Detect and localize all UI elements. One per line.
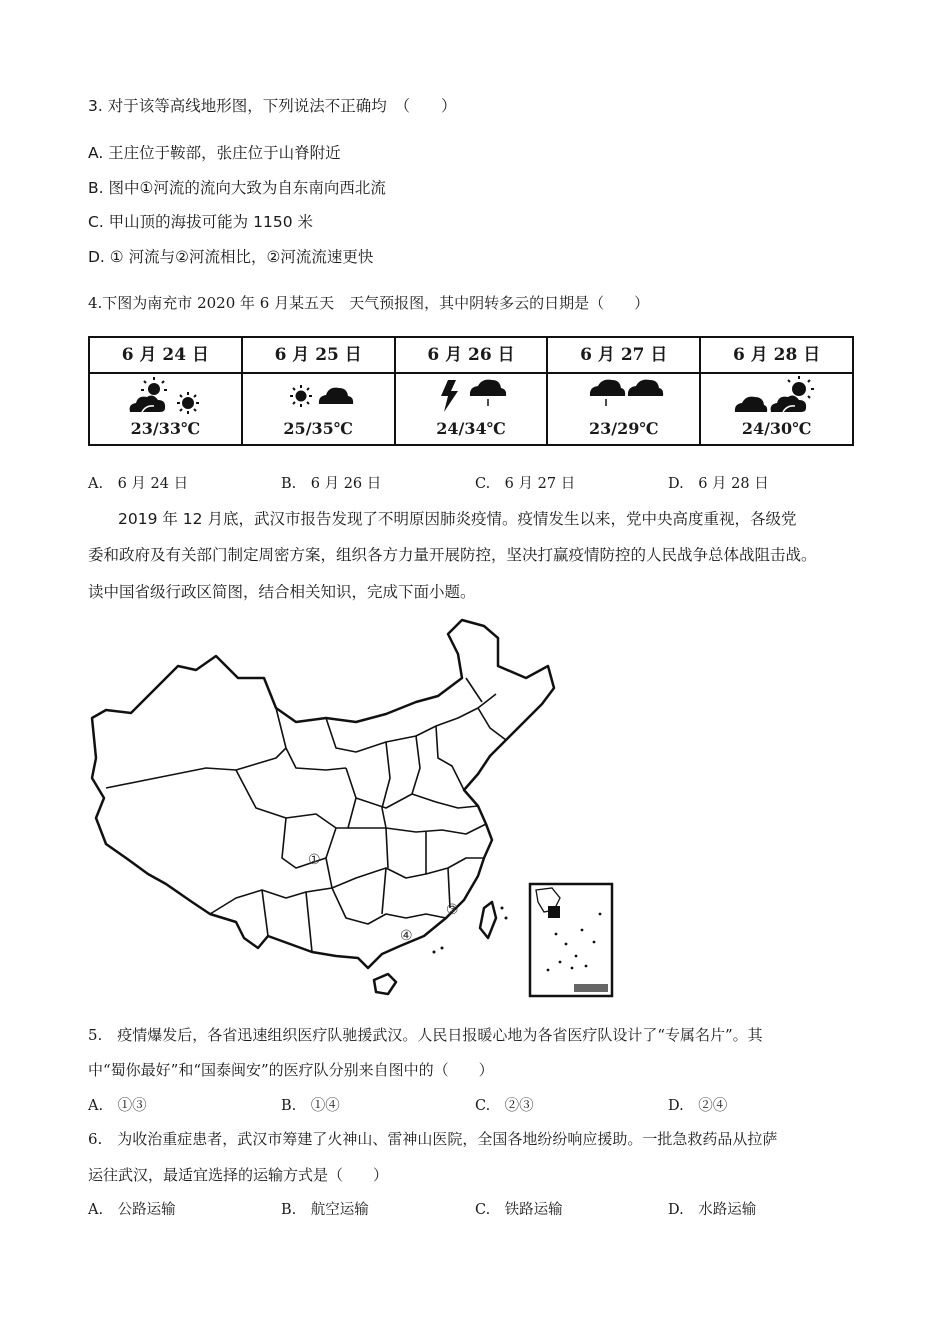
weather-date: 6 月 26 日: [396, 338, 547, 374]
q6-option-c: C. 铁路运输: [475, 1202, 563, 1218]
weather-temp: 24/34℃: [436, 419, 506, 438]
lightning-icon: [441, 380, 458, 412]
sun-icon: [177, 392, 199, 414]
rain-cloud-icon: [590, 380, 625, 406]
weather-temp: 23/33℃: [130, 419, 201, 438]
weather-temp: 25/35℃: [283, 419, 353, 438]
sun-icon: [290, 385, 312, 407]
cloud-icon: [319, 388, 353, 404]
q6-stem-line-2: 运往武汉，最适宜选择的运输方式是（ ）: [88, 1166, 389, 1184]
south-china-sea-inset: [530, 884, 612, 996]
q6-stem-line-1: 6. 为收治重症患者，武汉市筹建了火神山、雷神山医院，全国各地纷纷响应援助。一批急救药品从拉萨: [88, 1130, 778, 1148]
q6-option-a: A. 公路运输: [88, 1202, 176, 1218]
cloud-icon: [628, 380, 663, 396]
weather-day-2: [243, 338, 396, 444]
weather-day-5: [701, 338, 852, 444]
q5-option-d: D. ②④: [668, 1098, 728, 1114]
q3-option-d: D. ① 河流与②河流相比，②河流流速更快: [88, 248, 374, 266]
weather-date: 6 月 27 日: [548, 338, 699, 374]
q5-option-c: C. ②③: [475, 1098, 534, 1114]
q5-option-a: A. ①③: [88, 1098, 147, 1114]
weather-day-4: [548, 338, 701, 444]
passage-line-1: 2019 年 12 月底，武汉市报告发现了不明原因肺炎疫情。疫情发生以来，党中央高度重视，各级党: [118, 510, 797, 528]
q4-option-c: C. 6 月 27 日: [475, 476, 576, 492]
passage-line-2: 委和政府及有关部门制定周密方案，组织各方力量开展防控，坚决打赢疫情防控的人民战争总体战阻击战。: [88, 546, 817, 564]
q4-stem: 4.下图为南充市 2020 年 6 月某五天 天气预报图，其中阴转多云的日期是（ ）: [88, 294, 650, 312]
weather-day-3: [396, 338, 549, 444]
q6-option-b: B. 航空运输: [281, 1202, 369, 1218]
china-province-map: [86, 618, 626, 1008]
weather-date: 6 月 28 日: [701, 338, 852, 374]
q4-option-d: D. 6 月 28 日: [668, 476, 769, 492]
q5-stem-line-2: 中“蜀你最好”和“国泰闽安”的医疗队分别来自图中的（ ）: [88, 1061, 494, 1079]
q4-option-b: B. 6 月 26 日: [281, 476, 382, 492]
weather-temp: 24/30℃: [741, 419, 812, 438]
q3-option-c: C. 甲山顶的海拔可能为 1150 米: [88, 213, 313, 231]
q5-option-b: B. ①④: [281, 1098, 340, 1114]
passage-line-3: 读中国省级行政区简图，结合相关知识，完成下面小题。: [88, 583, 476, 601]
cloud-icon: [735, 397, 767, 412]
weather-date: 6 月 25 日: [243, 338, 394, 374]
map-label-4: ④: [400, 928, 413, 944]
q4-option-a: A. 6 月 24 日: [88, 476, 189, 492]
map-label-1: ①: [308, 852, 321, 868]
weather-forecast-table: [88, 336, 854, 446]
rain-cloud-icon: [469, 380, 505, 406]
weather-day-1: [90, 338, 243, 444]
q3-stem: 3. 对于该等高线地形图，下列说法不正确均 （ ）: [88, 97, 457, 115]
map-label-3: ③: [446, 902, 459, 918]
q5-stem-line-1: 5. 疫情爆发后，各省迅速组织医疗队驰援武汉。人民日报暖心地为各省医疗队设计了“专属名片”。其: [88, 1026, 763, 1044]
partly-cloudy-icon: [771, 376, 814, 412]
weather-temp: 23/29℃: [589, 419, 659, 438]
weather-date: 6 月 24 日: [90, 338, 241, 374]
q6-option-d: D. 水路运输: [668, 1202, 757, 1218]
partly-cloudy-icon: [130, 377, 167, 412]
q3-option-a: A. 王庄位于鞍部，张庄位于山脊附近: [88, 144, 341, 162]
q3-option-b: B. 图中①河流的流向大致为自东南向西北流: [88, 179, 386, 197]
